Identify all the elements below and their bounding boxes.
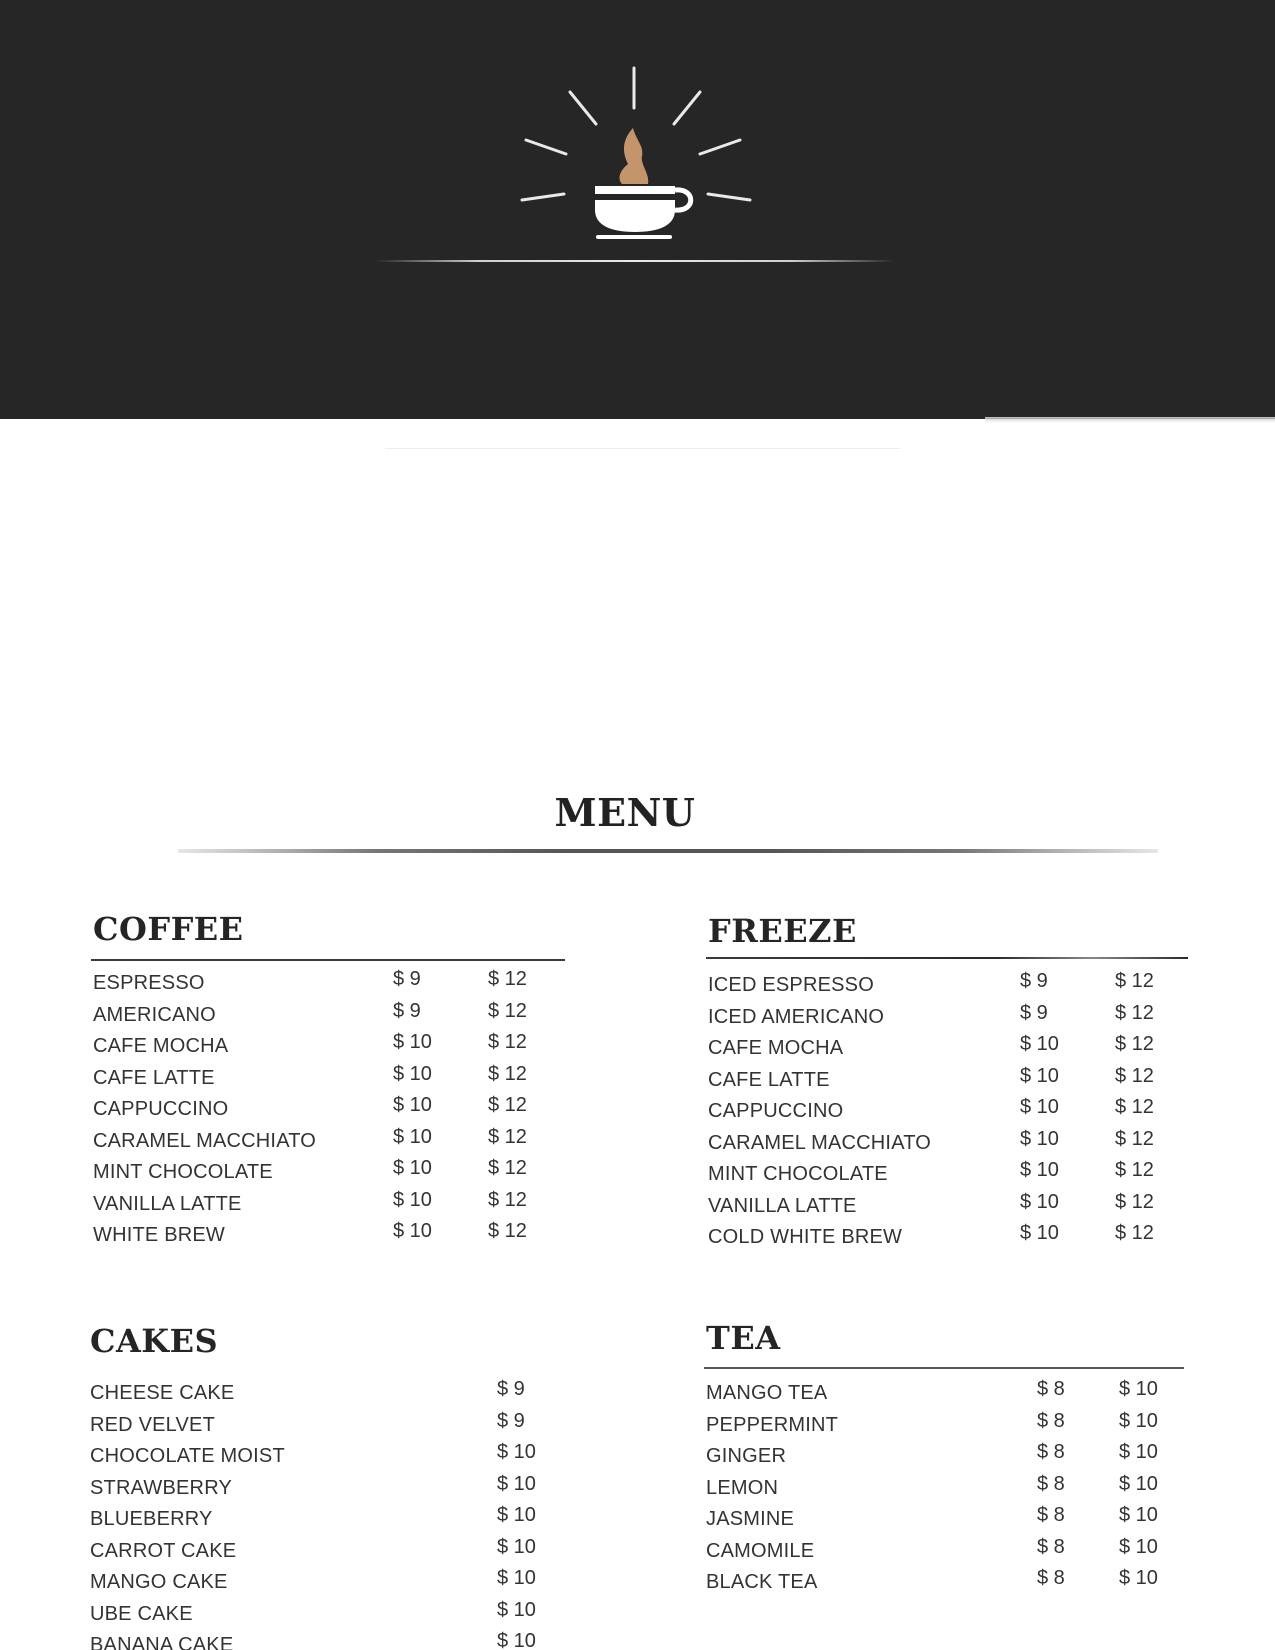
item-price: $ 8: [1037, 1472, 1065, 1495]
coffee-section-title: COFFEE: [93, 910, 244, 948]
item-name: WHITE BREW: [93, 1224, 225, 1246]
item-price: $ 8: [1037, 1535, 1065, 1558]
item-name: ICED AMERICANO: [708, 1005, 885, 1028]
header-banner: [0, 0, 1275, 419]
item-name: CAFE MOCHA: [708, 1037, 844, 1059]
item-name: PEPPERMINT: [706, 1413, 839, 1436]
item-price: $ 10: [393, 1031, 432, 1053]
item-price: $ 12: [1115, 1001, 1154, 1024]
item-price: $ 12: [488, 1062, 527, 1085]
item-price: $ 12: [488, 999, 527, 1022]
item-name: CAPPUCCINO: [93, 1098, 229, 1120]
item-price: $ 12: [488, 1157, 527, 1179]
coffee-cup-icon: [500, 60, 776, 240]
item-price: $ 10: [393, 1188, 432, 1211]
item-name: MANGO TEA: [706, 1382, 828, 1404]
item-price: $ 9: [497, 1378, 525, 1400]
header-divider: [375, 260, 895, 262]
item-name: LEMON: [706, 1476, 779, 1499]
item-name: CAFE LATTE: [93, 1066, 215, 1089]
item-price: $ 12: [488, 1031, 527, 1053]
item-price: $ 10: [1020, 1222, 1059, 1244]
item-price: $ 10: [1119, 1378, 1158, 1400]
item-name: GINGER: [706, 1445, 787, 1467]
item-price: $ 10: [497, 1535, 536, 1558]
item-name: BLACK TEA: [706, 1571, 818, 1593]
item-name: MINT CHOCOLATE: [93, 1161, 273, 1183]
item-name: BLUEBERRY: [90, 1508, 213, 1530]
item-price: $ 8: [1037, 1504, 1065, 1526]
item-price: $ 10: [393, 1062, 432, 1085]
item-name: BANANA CAKE: [90, 1634, 234, 1650]
item-price: $ 12: [1115, 1190, 1154, 1213]
menu-title-divider: [178, 849, 1158, 853]
item-price: $ 12: [1115, 1159, 1154, 1181]
tea-section-divider: [704, 1367, 1184, 1369]
item-name: CARAMEL MACCHIATO: [93, 1129, 317, 1152]
item-price: $ 12: [488, 1220, 527, 1242]
item-price: $ 10: [497, 1567, 536, 1589]
item-name: CAPPUCCINO: [708, 1100, 844, 1122]
item-price: $ 12: [1115, 1127, 1154, 1150]
item-price: $ 10: [393, 1125, 432, 1148]
freeze-section-title: FREEZE: [708, 912, 857, 950]
item-name: CAFE LATTE: [708, 1068, 830, 1091]
item-price: $ 12: [488, 1188, 527, 1211]
freeze-section-divider: [706, 957, 1188, 959]
item-price: $ 10: [1020, 1096, 1059, 1118]
item-price: $ 9: [1020, 970, 1048, 992]
item-price: $ 9: [393, 999, 421, 1022]
item-name: MANGO CAKE: [90, 1571, 228, 1593]
item-price: $ 10: [497, 1630, 536, 1650]
item-price: $ 10: [1119, 1567, 1158, 1589]
item-price: $ 12: [1115, 1033, 1154, 1055]
item-price: $ 10: [1119, 1409, 1158, 1432]
item-name: COLD WHITE BREW: [708, 1226, 903, 1248]
item-name: UBE CAKE: [90, 1602, 193, 1625]
cakes-section-title: CAKES: [90, 1322, 219, 1360]
item-name: CHOCOLATE MOIST: [90, 1445, 285, 1467]
item-name: CARAMEL MACCHIATO: [708, 1131, 932, 1154]
item-price: $ 10: [497, 1598, 536, 1621]
item-price: $ 8: [1037, 1441, 1065, 1463]
tea-section-title: TEA: [706, 1319, 781, 1357]
item-price: $ 9: [1020, 1001, 1048, 1024]
item-price: $ 8: [1037, 1409, 1065, 1432]
item-price: $ 12: [1115, 1096, 1154, 1118]
item-price: $ 9: [393, 968, 421, 990]
item-price: $ 9: [497, 1409, 525, 1432]
item-price: $ 10: [393, 1157, 432, 1179]
faint-divider: [385, 448, 900, 449]
item-price: $ 10: [393, 1094, 432, 1116]
item-name: JASMINE: [706, 1508, 795, 1530]
item-price: $ 10: [393, 1220, 432, 1242]
item-name: CHEESE CAKE: [90, 1382, 235, 1404]
item-price: $ 10: [1020, 1033, 1059, 1055]
item-price: $ 10: [1119, 1441, 1158, 1463]
item-price: $ 8: [1037, 1378, 1065, 1400]
item-price: $ 10: [1119, 1504, 1158, 1526]
item-price: $ 10: [497, 1504, 536, 1526]
item-price: $ 12: [488, 968, 527, 990]
item-price: $ 12: [1115, 970, 1154, 992]
item-price: $ 12: [1115, 1222, 1154, 1244]
item-price: $ 10: [1020, 1064, 1059, 1087]
item-price: $ 10: [1119, 1535, 1158, 1558]
item-name: STRAWBERRY: [90, 1476, 233, 1499]
item-price: $ 10: [1020, 1190, 1059, 1213]
item-price: $ 10: [497, 1472, 536, 1495]
item-price: $ 10: [1020, 1159, 1059, 1181]
item-price: $ 12: [488, 1094, 527, 1116]
item-name: CAFE MOCHA: [93, 1035, 229, 1057]
item-name: CARROT CAKE: [90, 1539, 237, 1562]
item-price: $ 10: [1020, 1127, 1059, 1150]
header-shadow: [985, 417, 1275, 423]
item-name: ICED ESPRESSO: [708, 974, 874, 996]
menu-title: MENU: [554, 790, 696, 835]
item-name: ESPRESSO: [93, 972, 205, 994]
item-price: $ 12: [488, 1125, 527, 1148]
item-price: $ 12: [1115, 1064, 1154, 1087]
coffee-section-divider: [91, 959, 565, 961]
item-name: VANILLA LATTE: [93, 1192, 242, 1215]
item-name: VANILLA LATTE: [708, 1194, 857, 1217]
item-name: RED VELVET: [90, 1413, 215, 1436]
item-price: $ 8: [1037, 1567, 1065, 1589]
item-name: MINT CHOCOLATE: [708, 1163, 888, 1185]
item-name: CAMOMILE: [706, 1539, 815, 1562]
item-price: $ 10: [497, 1441, 536, 1463]
item-price: $ 10: [1119, 1472, 1158, 1495]
item-name: AMERICANO: [93, 1003, 216, 1026]
